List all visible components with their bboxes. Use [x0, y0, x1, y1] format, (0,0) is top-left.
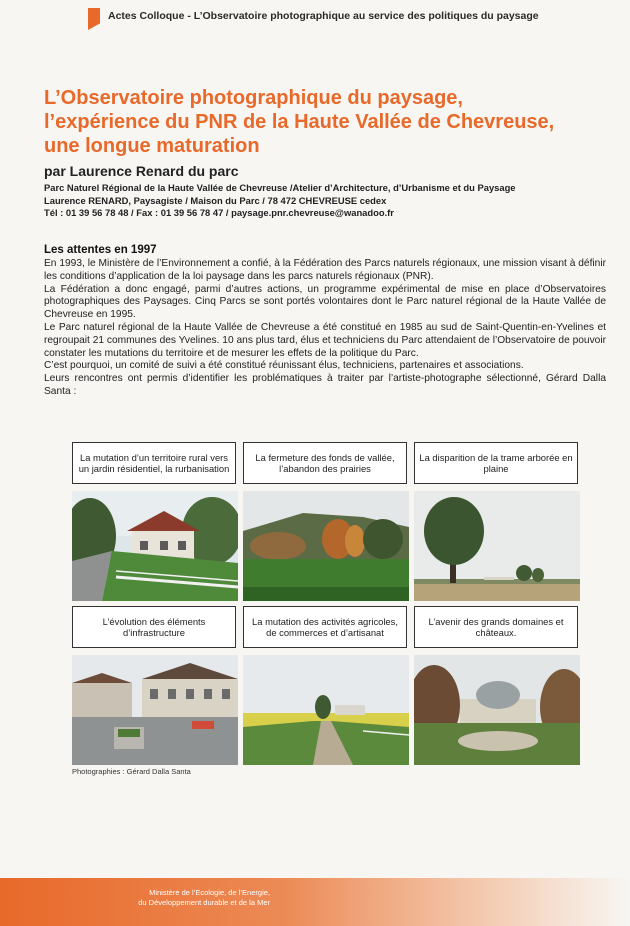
affiliation-line: Laurence RENARD, Paysagiste / Maison du Parc / 78 472 CHEVREUSE cedex — [44, 194, 387, 206]
paragraph: En 1993, le Ministère de l’Environnement a confié, à la Fédération des Parcs naturels régionaux, une mission visant à définir les conditions d’application de la loi paysage dans les parcs naturels régionaux (PNR). — [44, 258, 606, 282]
photo-village-road — [72, 491, 238, 601]
footer-line: Ministère de l’Ecologie, de l’Energie, — [149, 888, 270, 897]
figure-caption: La mutation des activités agricoles, de commerces et d’artisanat — [243, 606, 407, 648]
affiliation-line: Parc Naturel Régional de la Haute Vallée de Chevreuse /Atelier d’Architecture, d’Urbanisme et du Paysage — [44, 182, 516, 193]
paragraph: Le Parc naturel régional de la Haute Vallée de Chevreuse a été constitué en 1985 au sud de Saint-Quentin-en-Yvelines et regroupait 21 communes des Yvelines. 10 ans plus tard, élus et techniciens du Parc attendaient de l’Observatoire de pouvoir constater les mutations du territoire et de mesurer les effets de la politique du Parc. — [44, 321, 606, 359]
photo-farm-road — [243, 655, 409, 765]
figure-caption: L’avenir des grands domaines et châteaux. — [414, 606, 578, 648]
affiliation-line: Tél : 01 39 56 78 48 / Fax : 01 39 56 78 47 / paysage.pnr.chevreuse@wanadoo.fr — [44, 207, 394, 218]
footer-ministry — [70, 888, 270, 907]
paragraph: La Fédération a donc engagé, parmi d’autres actions, un programme expérimental de mise en place d’Observatoires photographiques des Paysages. Cinq Parcs se sont portés volontaires dont le Parc naturel régional de la Haute Vallée de Chevreuse en 1995. — [44, 283, 606, 321]
figure-caption: La fermeture des fonds de vallée, l’abandon des prairies — [243, 442, 407, 484]
photo-town-square — [72, 655, 238, 765]
figure-caption: La disparition de la trame arborée en plaine — [414, 442, 578, 484]
section-heading: Les attentes en 1997 — [44, 244, 157, 256]
photo-valley-field — [243, 491, 409, 601]
running-header: Actes Colloque - L’Observatoire photographique au service des politiques du paysage — [108, 10, 539, 22]
paragraph: Leurs rencontres ont permis d’identifier les problématiques à traiter par l’artiste-photographe sélectionné, Gérard Dalla Santa : — [44, 373, 606, 397]
article-title — [44, 86, 604, 158]
byline: par Laurence Renard du parc — [44, 163, 239, 179]
photo-lone-tree — [414, 491, 580, 601]
article-title-line: l’expérience du PNR de la Haute Vallée de Chevreuse, — [44, 111, 555, 133]
affiliation-block — [44, 182, 604, 220]
footer-line: du Développement durable et de la Mer — [138, 897, 270, 907]
article-title-line: une longue maturation — [44, 135, 260, 157]
paragraph: C’est pourquoi, un comité de suivi a été constitué réunissant élus, techniciens, partenaires et associations. — [44, 360, 524, 372]
photo-chateau — [414, 655, 580, 765]
header-accent-tab — [88, 8, 100, 30]
article-title-line: L’Observatoire photographique du paysage, — [44, 87, 463, 109]
photo-credit: Photographies : Gérard Dalla Santa — [72, 767, 191, 776]
photo-grid — [72, 442, 580, 766]
section-expectations — [44, 244, 606, 399]
figure-caption: La mutation d’un territoire rural vers un jardin résidentiel, la rurbanisation — [72, 442, 236, 484]
figure-caption: L’évolution des éléments d’infrastructure — [72, 606, 236, 648]
